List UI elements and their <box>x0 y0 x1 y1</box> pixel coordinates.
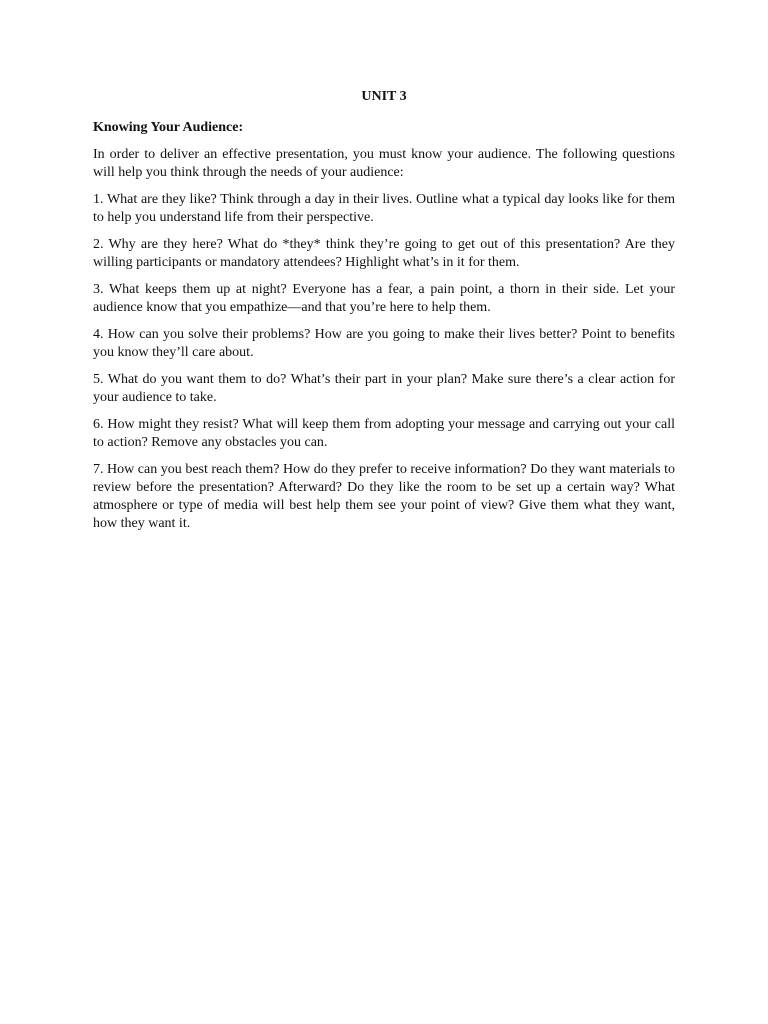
question-item-7: 7. How can you best reach them? How do they prefer to receive information? Do they want materials to review before the presentation? Afterward? Do they like the room to be set up a certain way? What atmosphere or type of media will best help them see your point of view? Give them what they want, how they want it. <box>93 462 675 531</box>
section-heading: Knowing Your Audience: <box>93 120 244 135</box>
question-item-2: 2. Why are they here? What do *they* think they’re going to get out of this presentation? Are they willing participants or mandatory attendees? Highlight what’s in it for them. <box>93 237 675 270</box>
unit-title: UNIT 3 <box>361 89 407 104</box>
question-item-5: 5. What do you want them to do? What’s their part in your plan? Make sure there’s a clear action for your audience to take. <box>93 372 675 405</box>
document-page <box>93 88 675 542</box>
intro-paragraph: In order to deliver an effective presentation, you must know your audience. The following questions will help you think through the needs of your audience: <box>93 147 675 180</box>
question-item-1: 1. What are they like? Think through a day in their lives. Outline what a typical day looks like for them to help you understand life from their perspective. <box>93 192 675 225</box>
question-item-6: 6. How might they resist? What will keep them from adopting your message and carrying out your call to action? Remove any obstacles you can. <box>93 417 675 450</box>
question-item-3: 3. What keeps them up at night? Everyone has a fear, a pain point, a thorn in their side. Let your audience know that you empathize—and that you’re here to help them. <box>93 282 675 315</box>
question-item-4: 4. How can you solve their problems? How are you going to make their lives better? Point to benefits you know they’ll care about. <box>93 327 675 360</box>
